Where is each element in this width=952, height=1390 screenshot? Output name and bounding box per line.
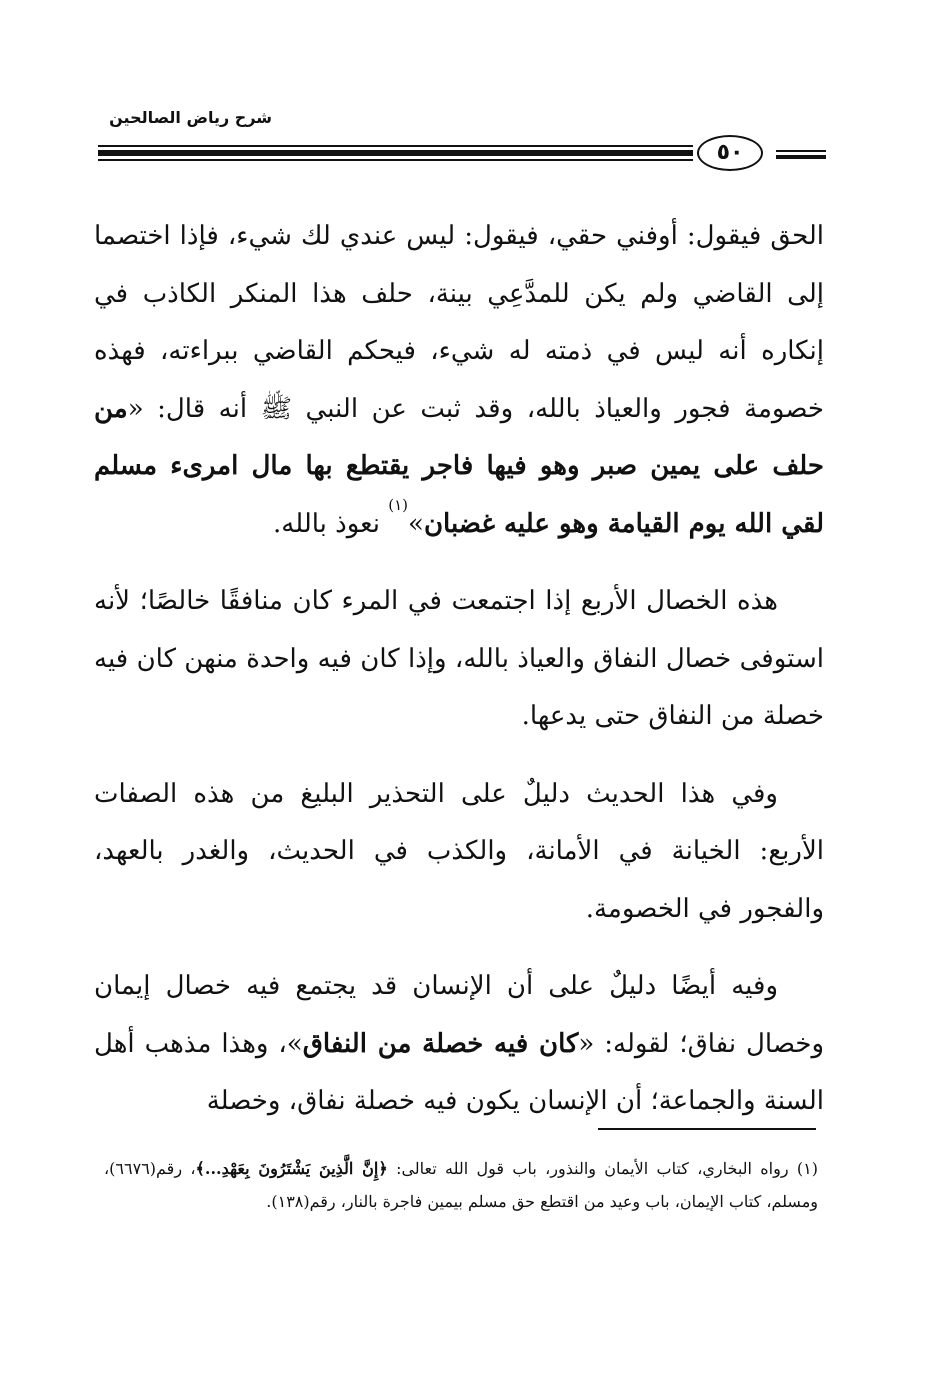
paragraph-3: وفي هذا الحديث دليلٌ على التحذير البليغ من هذه الصفات الأربع: الخيانة في الأمانة، والكذب في الحديث، والغدر بالعهد، والفجور في الخصومة. <box>94 778 824 924</box>
footnote <box>104 1152 818 1218</box>
footnote-ayah: ﴿إِنَّ الَّذِينَ يَشْتَرُونَ بِعَهْدِ...﴾ <box>195 1159 388 1178</box>
footnote-1 <box>104 1152 818 1218</box>
main-text <box>94 208 824 1131</box>
footnote-text-tail: ، رقم(٦٦٧٦)، ومسلم، كتاب الإيمان، باب وعيد من اقتطع حق مسلم بيمين فاجرة بالنار، رقم(١٣٨). <box>104 1159 818 1211</box>
header-rule-thin <box>98 145 693 147</box>
footnote-reference[interactable]: (١) <box>388 495 409 514</box>
footnote-number: (١) <box>796 1159 818 1178</box>
paragraph-4-text: وفيه أيضًا دليلٌ على أن الإنسان قد يجتمع فيه خصال إيمان وخصال نفاق؛ لقوله: « <box>94 971 824 1059</box>
closing-quote: » <box>408 508 424 539</box>
page-number-text: ٥٠ <box>716 140 744 165</box>
paragraph-4 <box>94 958 824 1131</box>
header-rule-left-thick <box>776 155 826 159</box>
footnote-separator <box>598 1128 816 1130</box>
header-rule-left-thin <box>776 150 826 152</box>
hadith-text: من حلف على يمين صبر وهو فيها فاجر يقتطع بها مال امرىء مسلم لقي الله يوم القيامة وهو عليه غضبان <box>94 393 824 539</box>
paragraph-1-text: الحق فيقول: أوفني حقي، فيقول: ليس عندي لك شيء، فإذا اختصما إلى القاضي ولم يكن للمدَّعِي بينة، حلف هذا المنكر الكاذب في إنكاره أنه ليس في ذمته له شيء، فيحكم القاضي ببراءته، فهذه خصومة فجور والعياذ بالله، وقد ثبت عن النبي ﷺ أنه قال: « <box>94 221 824 424</box>
paragraph-4-tail: »، وهذا مذهب أهل السنة والجماعة؛ أن الإنسان يكون فيه خصلة نفاق، وخصلة <box>94 1028 824 1116</box>
header-rule-thin-lower <box>98 159 693 161</box>
page-number <box>697 135 763 171</box>
footnote-text: رواه البخاري، كتاب الأيمان والنذور، باب قول الله تعالى: <box>387 1159 797 1178</box>
paragraph-1 <box>94 208 824 553</box>
paragraph-1-tail: نعوذ بالله. <box>273 508 389 539</box>
quoted-hadith: كان فيه خصلة من النفاق <box>302 1028 579 1059</box>
header-rule-thick <box>98 150 693 156</box>
paragraph-2: هذه الخصال الأربع إذا اجتمعت في المرء كان منافقًا خالصًا؛ لأنه استوفى خصال النفاق والعياذ بالله، وإذا كان فيه واحدة منهن كان فيه خصلة من النفاق حتى يدعها. <box>94 586 824 731</box>
running-title: شرح رياض الصالحين <box>109 108 272 127</box>
